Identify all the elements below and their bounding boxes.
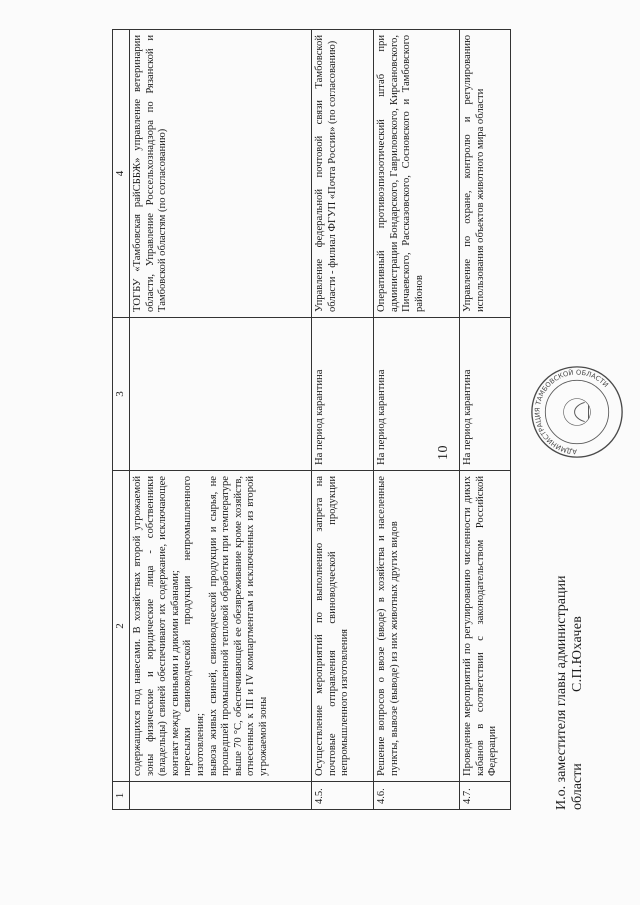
measure-paragraph: содержащихся под навесами. В хозяйствах второй угрожаемой зоны физические и юридические лица - собственники (владельцы) свиней обеспечивают их содержание, исключающее контакт между свиньями и дикими кабанами; [132, 476, 181, 776]
seal-text: АДМИНИСТРАЦИЯ ТАМБОВСКОЙ ОБЛАСТИ [533, 368, 610, 456]
column-header-responsible: 4 [113, 30, 130, 318]
table-row-4-6 [374, 30, 460, 810]
column-header-measure: 2 [113, 471, 130, 782]
term-cell [130, 318, 312, 471]
measure-cell: Осуществление мероприятий по выполнению запрета на почтовые отправления свиноводческой продукции непромышленного изготовления [312, 471, 374, 782]
row-number-cell: 4.6. [374, 782, 460, 810]
measure-paragraph: вывоза живых свиней, свиноводческой продукции и сырья, не прошедшей промышленной тепловой обработки при температуре выше 70 °С, обеспечивающей ее обезвреживание кроме хозяйств, отнесенных к III и IV компартментам и исключенных из второй угрожаемой зоны [207, 476, 269, 776]
measure-cell [130, 471, 312, 782]
measures-table [112, 29, 511, 810]
signatory-title: И.о. заместителя главы администрации [554, 575, 569, 810]
measure-cell: Проведение мероприятий по регулированию численности диких кабанов в соответствии с законодательством Российской Федерации [460, 471, 511, 782]
column-header-term: 3 [113, 318, 130, 471]
table-row-4-5 [312, 30, 374, 810]
row-number-cell: 4.5. [312, 782, 374, 810]
table-row-4-7 [460, 30, 511, 810]
responsible-cell: Управление по охране, контролю и регулированию использования объектов животного мира области [460, 30, 511, 318]
page-number: 10 [436, 445, 451, 460]
responsible-cell: ТОГБУ «Тамбовская райСББЖ» управление ветеринарии области, Управление Россельхознадзора по Рязанской и Тамбовской областям (по согласованию) [130, 30, 312, 318]
term-cell: На период карантина [312, 318, 374, 471]
responsible-cell: Оперативный противоэпизоотический штаб при администрации Бондарского, Гавриловского, Кирсановского, Пичаевского, Рассказовского, Сосновского и Тамбовского районов [374, 30, 460, 318]
measure-cell: Решение вопросов о ввозе (вводе) в хозяйства и населенные пункты, вывозе (выводе) из них животных других видов [374, 471, 460, 782]
signatory-name: С.П.Юхачев [570, 615, 585, 692]
official-seal-icon [528, 364, 626, 460]
responsible-cell: Управление федеральной почтовой связи Тамбовской области - филиал ФГУП «Почта России» (по согласованию) [312, 30, 374, 318]
term-cell: На период карантина [374, 318, 460, 471]
measure-paragraph: пересылки свиноводческой продукции непромышленного изготовления; [182, 476, 206, 776]
row-number-cell: 4.7. [460, 782, 511, 810]
row-number-cell [130, 782, 312, 810]
table-header-row [113, 30, 130, 810]
signatory-title-line2: области [570, 763, 585, 810]
term-cell: На период карантина [460, 318, 511, 471]
column-header-number: 1 [113, 782, 130, 810]
table-row-continuation [130, 30, 312, 810]
